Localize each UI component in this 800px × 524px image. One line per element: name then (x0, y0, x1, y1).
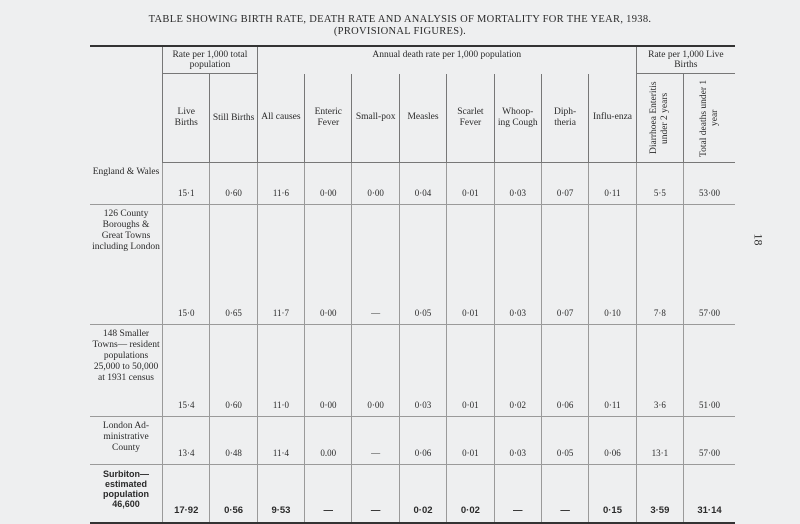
cell-diphtheria: 0·06 (541, 325, 588, 417)
row-smaller-towns (90, 325, 735, 417)
cell-infant-deaths: 51·00 (684, 325, 735, 417)
stub-header (90, 46, 163, 163)
cell-infant-deaths: 57·00 (684, 417, 735, 465)
cell-whooping-cough: — (494, 465, 541, 523)
group-header-total-population: Rate per 1,000 total population (163, 46, 258, 74)
cell-infant-deaths: 31·14 (684, 465, 735, 523)
cell-all-causes: 11·7 (257, 205, 304, 325)
cell-whooping-cough: 0·03 (494, 205, 541, 325)
cell-live-births: 15·1 (163, 163, 210, 205)
cell-diarrhoea: 7·8 (636, 205, 683, 325)
cell-live-births: 15·0 (163, 205, 210, 325)
cell-scarlet-fever: 0·01 (447, 163, 494, 205)
row-label: Surbiton— estimated population 46,600 (90, 465, 163, 523)
cell-enteric-fever: 0·00 (305, 163, 352, 205)
header-column-row (90, 74, 735, 163)
cell-whooping-cough: 0·02 (494, 325, 541, 417)
col-header-enteric-fever: Enteric Fever (305, 74, 352, 163)
cell-enteric-fever: 0·00 (305, 205, 352, 325)
cell-influenza: 0·11 (589, 325, 636, 417)
mortality-table (90, 45, 735, 524)
cell-influenza: 0·10 (589, 205, 636, 325)
cell-measles: 0·05 (399, 205, 446, 325)
cell-live-births: 15·4 (163, 325, 210, 417)
col-header-measles: Measles (399, 74, 446, 163)
cell-diarrhoea: 3·59 (636, 465, 683, 523)
cell-influenza: 0·15 (589, 465, 636, 523)
cell-diphtheria: 0·07 (541, 163, 588, 205)
row-county-boroughs (90, 205, 735, 325)
cell-measles: 0·03 (399, 325, 446, 417)
cell-scarlet-fever: 0·01 (447, 325, 494, 417)
col-header-scarlet-fever: Scarlet Fever (447, 74, 494, 163)
row-label: England & Wales (92, 166, 160, 177)
cell-measles: 0·04 (399, 163, 446, 205)
title-line-1: TABLE SHOWING BIRTH RATE, DEATH RATE AND ANALYSIS OF MORTALITY FOR THE YEAR, 1938. (148, 14, 652, 25)
col-header-all-causes: All causes (257, 74, 304, 163)
col-header-infant-deaths (684, 74, 735, 163)
cell-diphtheria: 0·07 (541, 205, 588, 325)
cell-infant-deaths: 53·00 (684, 163, 735, 205)
cell-influenza: 0·11 (589, 163, 636, 205)
col-header-smallpox: Small-pox (352, 74, 399, 163)
row-label: 148 Smaller Towns— resident populations 25,000 to 50,000 at 1931 census (90, 325, 163, 417)
cell-still-births: 0·60 (210, 325, 257, 417)
cell-smallpox: 0·00 (352, 325, 399, 417)
cell-all-causes: 11·0 (257, 325, 304, 417)
cell-still-births: 0·60 (210, 163, 257, 205)
row-label: London Ad-ministrative County (90, 417, 163, 465)
row-england-wales (90, 163, 735, 205)
group-header-live-births: Rate per 1,000 Live Births (636, 46, 735, 74)
cell-still-births: 0·65 (210, 205, 257, 325)
cell-still-births: 0·48 (210, 417, 257, 465)
cell-scarlet-fever: 0·02 (447, 465, 494, 523)
header-group-row (90, 46, 735, 74)
cell-smallpox: — (352, 205, 399, 325)
cell-enteric-fever: — (305, 465, 352, 523)
cell-live-births: 13·4 (163, 417, 210, 465)
cell-smallpox: 0·00 (352, 163, 399, 205)
col-header-infant-deaths-text: Total deaths under 1 year (698, 79, 720, 157)
cell-diarrhoea: 13·1 (636, 417, 683, 465)
row-surbiton (90, 465, 735, 523)
cell-all-causes: 9·53 (257, 465, 304, 523)
col-header-diarrhoea-text: Diarrhoea Enteritis under 2 years (648, 81, 670, 155)
cell-smallpox: — (352, 465, 399, 523)
col-header-live-births: Live Births (163, 74, 210, 163)
cell-infant-deaths: 57·00 (684, 205, 735, 325)
row-label: 126 County Boroughs & Great Towns including London (90, 205, 163, 325)
cell-whooping-cough: 0·03 (494, 417, 541, 465)
cell-all-causes: 11·6 (257, 163, 304, 205)
cell-diarrhoea: 5·5 (636, 163, 683, 205)
cell-live-births: 17·92 (163, 465, 210, 523)
cell-diphtheria: 0·05 (541, 417, 588, 465)
cell-diphtheria: — (541, 465, 588, 523)
table-body (90, 163, 735, 523)
cell-still-births: 0·56 (210, 465, 257, 523)
col-header-whooping-cough: Whoop-ing Cough (494, 74, 541, 163)
col-header-diarrhoea (636, 74, 683, 163)
cell-whooping-cough: 0·03 (494, 163, 541, 205)
cell-enteric-fever: 0·00 (305, 325, 352, 417)
cell-all-causes: 11·4 (257, 417, 304, 465)
col-header-still-births: Still Births (210, 74, 257, 163)
title-line-2: (PROVISIONAL FIGURES). (333, 26, 467, 37)
col-header-diphtheria: Diph-theria (541, 74, 588, 163)
cell-measles: 0·06 (399, 417, 446, 465)
cell-diarrhoea: 3·6 (636, 325, 683, 417)
col-header-influenza: Influ-enza (589, 74, 636, 163)
cell-scarlet-fever: 0·01 (447, 417, 494, 465)
page-number: 18 (751, 233, 766, 246)
cell-influenza: 0·06 (589, 417, 636, 465)
cell-enteric-fever: 0.00 (305, 417, 352, 465)
row-london-county (90, 417, 735, 465)
cell-measles: 0·02 (399, 465, 446, 523)
cell-smallpox: — (352, 417, 399, 465)
group-header-annual-death-rate: Annual death rate per 1,000 population (257, 46, 636, 74)
cell-scarlet-fever: 0·01 (447, 205, 494, 325)
table-title (0, 14, 800, 38)
